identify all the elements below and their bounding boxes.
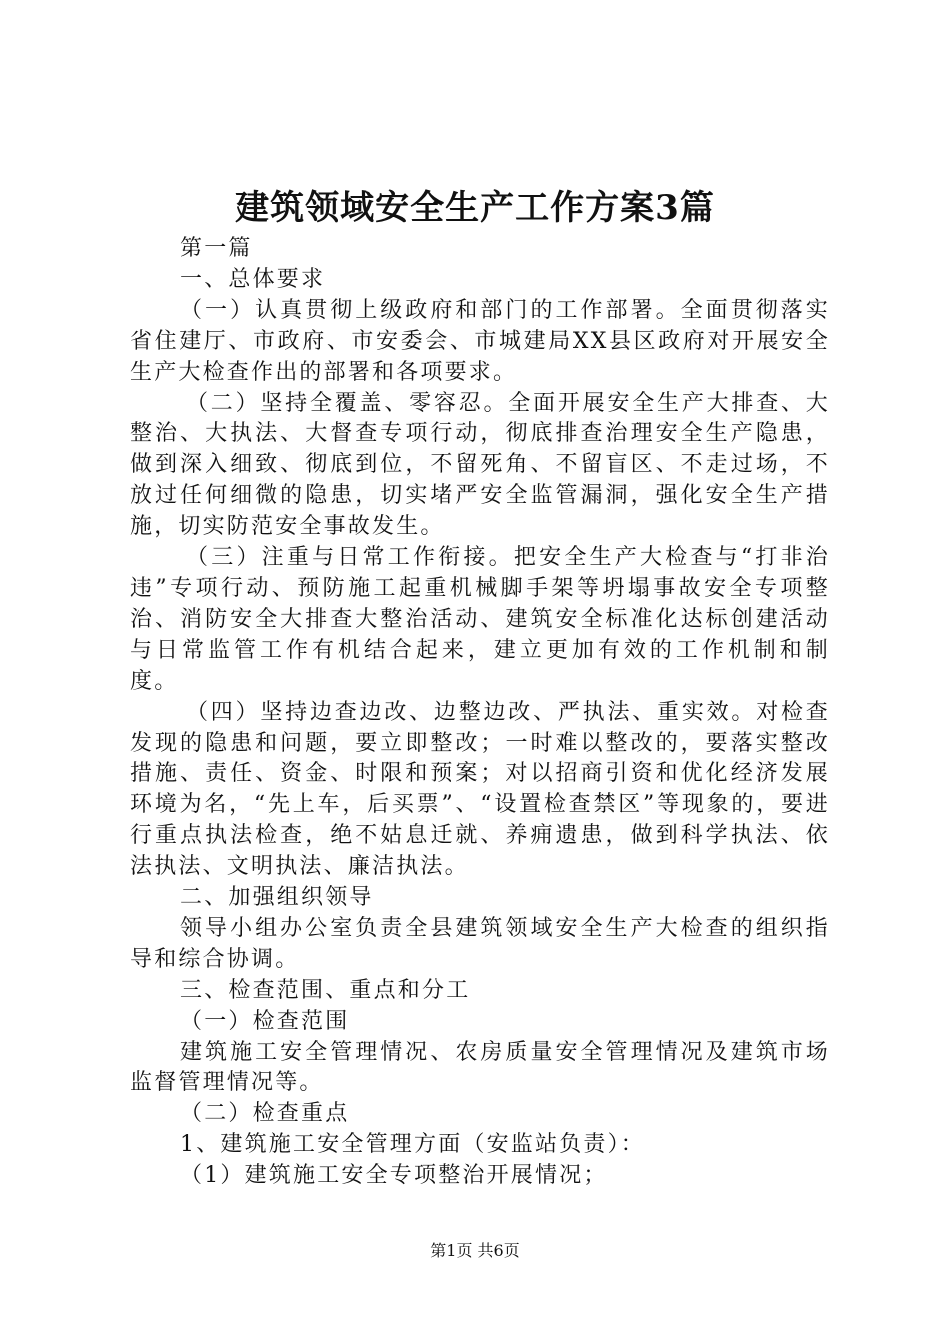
section-heading: 一、总体要求	[180, 266, 326, 292]
list-item: 1、建筑施工安全管理方面（安监站负责）：	[180, 1132, 645, 1158]
paragraph: （四）坚持边查边改、边整边改、严执法、重实效。对检查发现的隐患和问题，要立即整改；一时难以整改的，要落实整改措施、责任、资金、时限和预案；对以招商引资和优化经济发展环境为名，“先上车，后买票”、“设置检查禁区”等现象的，要进行重点执法检查，绝不姑息迁就、养痈遗患，做到科学执法、依法执法、文明执法、廉洁执法。	[130, 699, 830, 880]
section-heading: 第一篇	[180, 236, 253, 261]
section-heading: 二、加强组织领导	[180, 885, 374, 911]
list-item: （1）建筑施工安全专项整治开展情况；	[180, 1163, 608, 1189]
paragraph: （一）认真贯彻上级政府和部门的工作部署。全面贯彻落实省住建厅、市政府、市安委会、市城建局XX县区政府对开展安全生产大检查作出的部署和各项要求。	[130, 297, 830, 385]
paragraph: （三）注重与日常工作衔接。把安全生产大检查与“打非治违”专项行动、预防施工起重机械脚手架等坍塌事故安全专项整治、消防安全大排查大整治活动、建筑安全标准化达标创建活动与日常监管工作有机结合起来，建立更加有效的工作机制和制度。	[130, 545, 830, 694]
document-title: 建筑领域安全生产工作方案3篇	[235, 188, 715, 228]
section-heading: 三、检查范围、重点和分工	[180, 977, 471, 1003]
document-body	[130, 234, 830, 1192]
subsection-heading: （一）检查范围	[180, 1008, 350, 1034]
paragraph: 领导小组办公室负责全县建筑领域安全生产大检查的组织指导和综合协调。	[130, 915, 830, 972]
subsection-heading: （二）检查重点	[180, 1101, 350, 1127]
paragraph: （二）坚持全覆盖、零容忍。全面开展安全生产大排查、大整治、大执法、大督查专项行动，彻底排查治理安全生产隐患，做到深入细致、彻底到位，不留死角、不留盲区、不走过场，不放过任何细微的隐患，切实堵严安全监管漏洞，强化安全生产措施，切实防范安全事故发生。	[130, 390, 830, 540]
paragraph: 建筑施工安全管理情况、农房质量安全管理情况及建筑市场监督管理情况等。	[130, 1039, 830, 1096]
page-footer: 第1页 共6页	[430, 1241, 520, 1260]
